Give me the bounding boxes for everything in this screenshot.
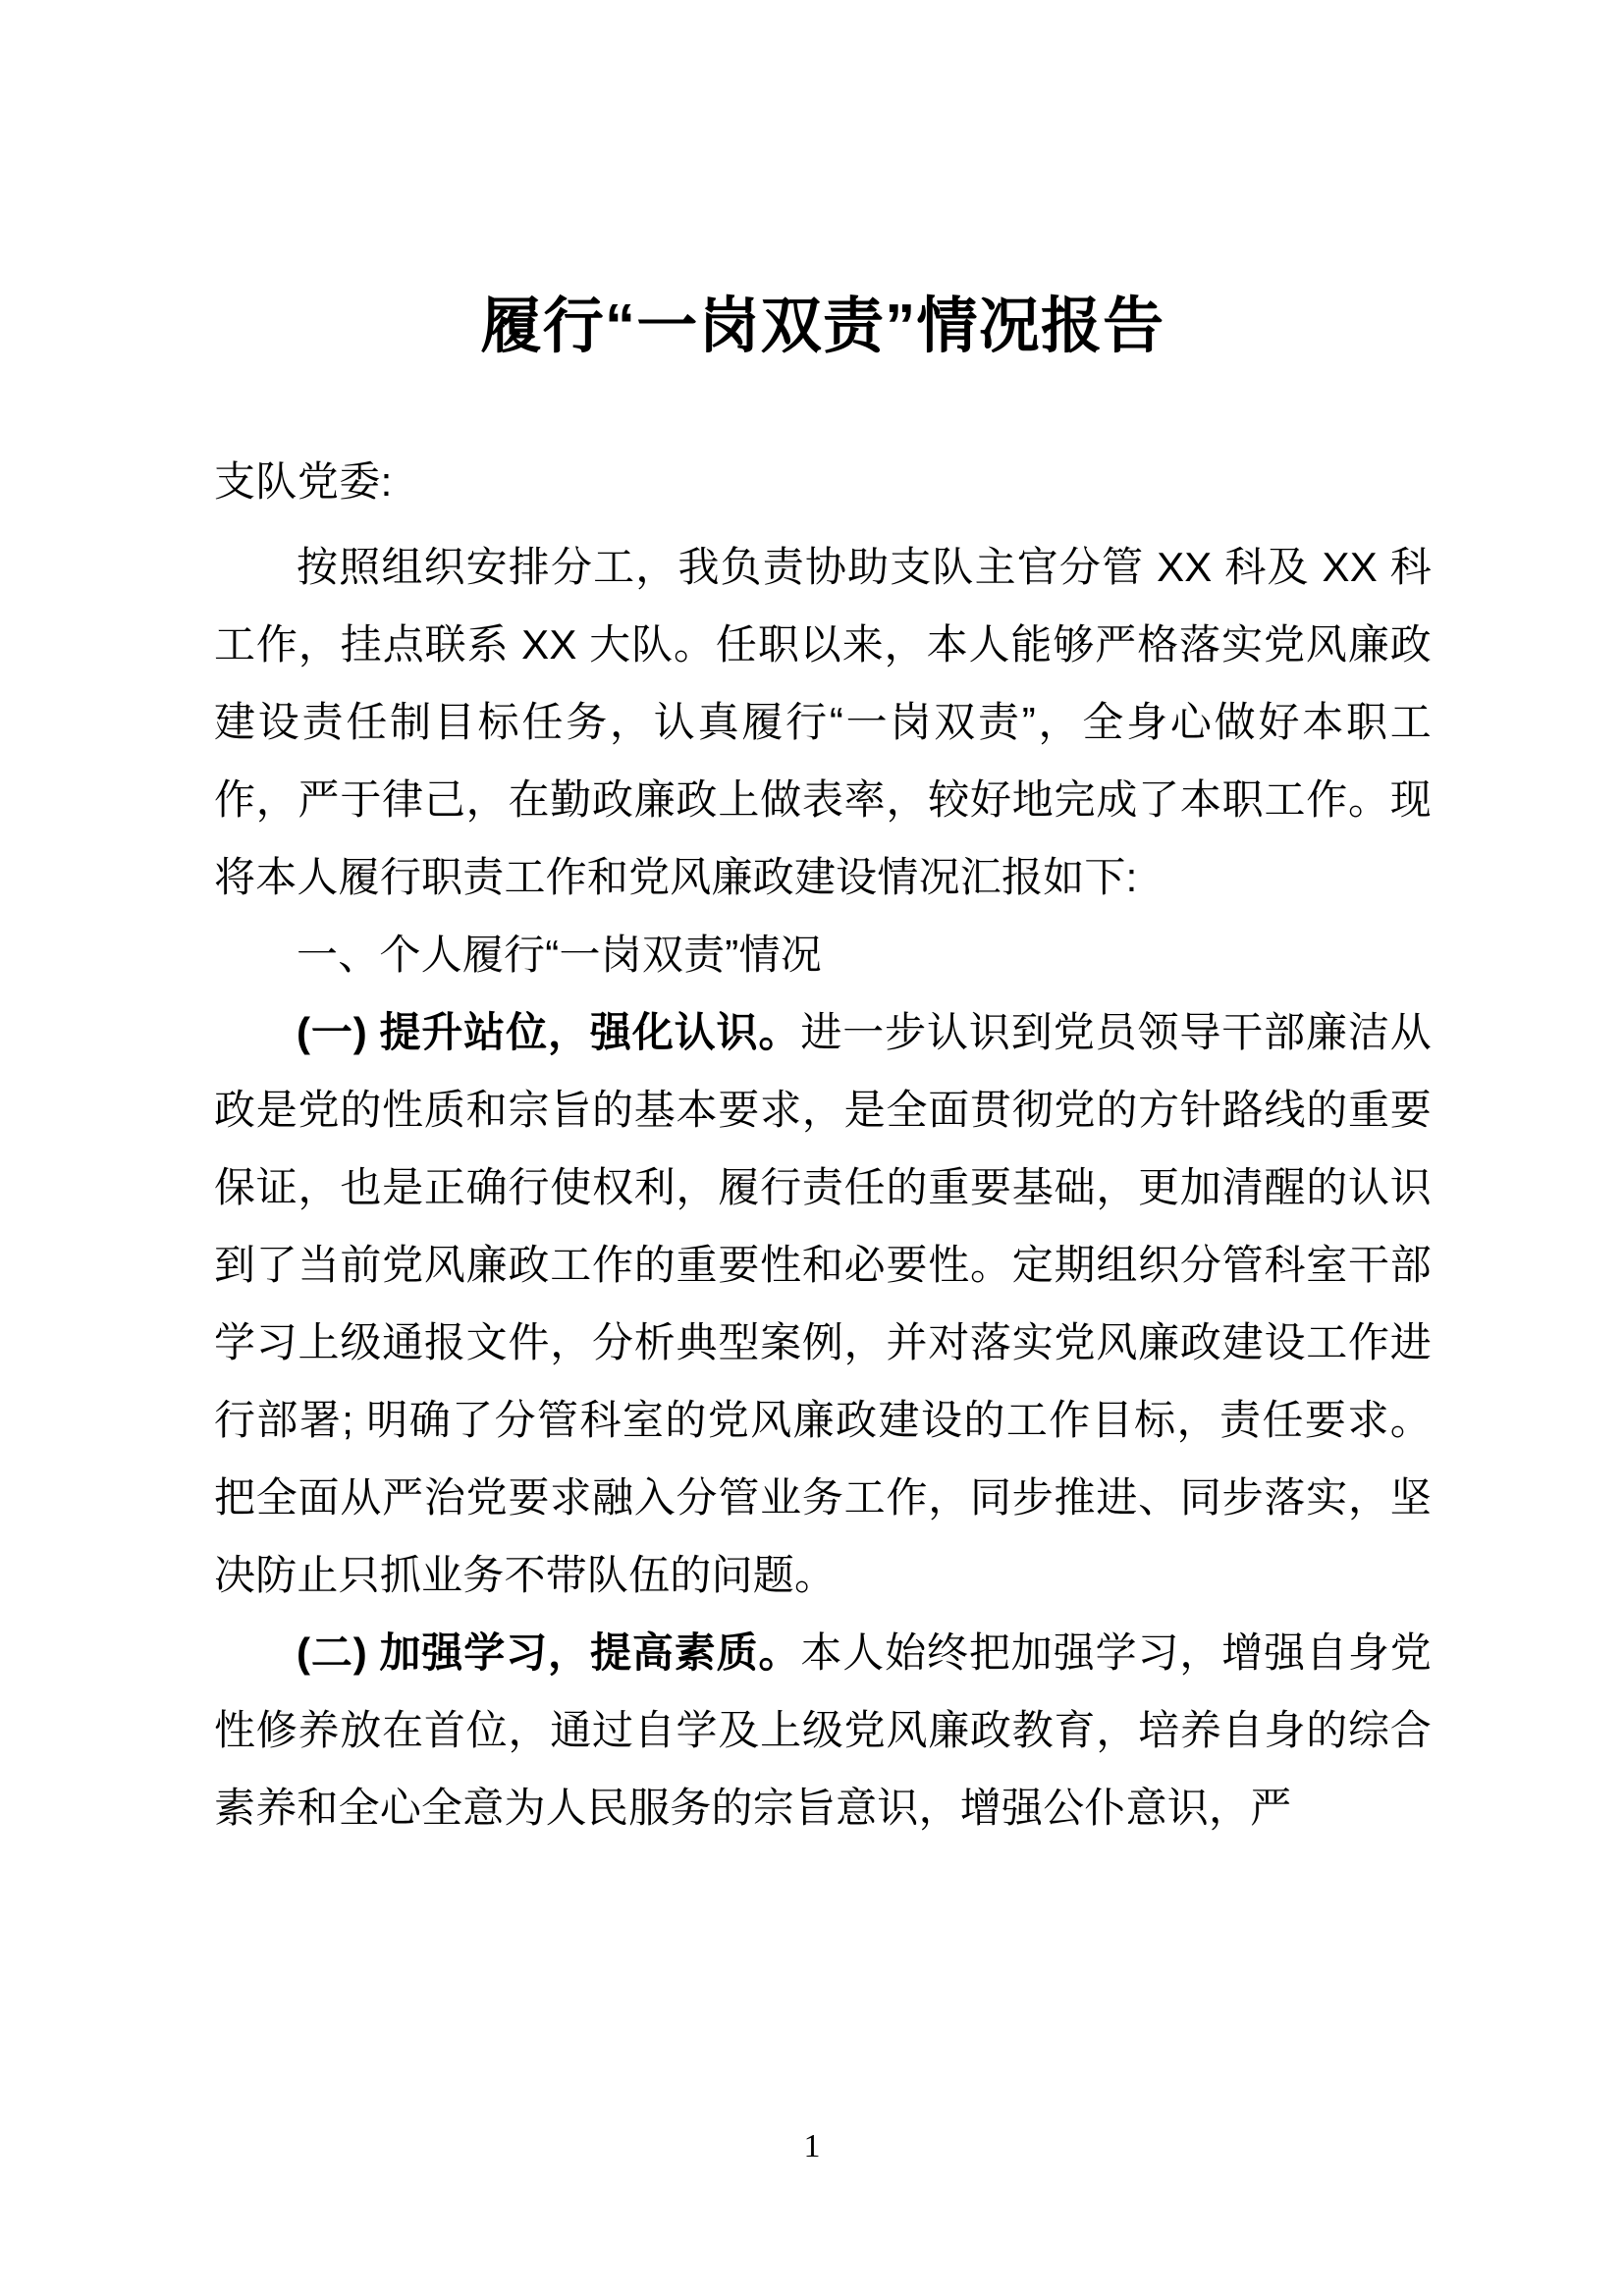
- paragraph-item-2-body: 本人始终把加强学习，增强自身党性修养放在首位，通过自学及上级党风廉政教育，培养自身的综合素养和全心全意为人民服务的宗旨意识，增强公仆意识，严: [214, 1629, 1432, 1831]
- paragraph-intro: 按照组织安排分工，我负责协助支队主官分管 XX 科及 XX 科工作，挂点联系 XX 大队。任职以来，本人能够严格落实党风廉政建设责任制目标任务，认真履行“一岗双责”，全身心做好本职工作，严于律己，在勤政廉政上做表率，较好地完成了本职工作。现将本人履行职责工作和党风廉政建设情况汇报如下:: [214, 544, 1432, 901]
- section-heading-one: 一、个人履行“一岗双责”情况: [297, 932, 822, 979]
- salutation: 支队党委:: [214, 458, 393, 506]
- paragraph-item-2-lead: (二) 加强学习，提高素质。: [297, 1629, 801, 1676]
- page-number: 1: [803, 2128, 821, 2164]
- document-content: [214, 0, 1432, 1847]
- paragraph-item-1: [214, 994, 1432, 1615]
- paragraph-item-1-lead: (一) 提升站位，强化认识。: [297, 1009, 801, 1056]
- paragraph-item-1-body: 进一步认识到党员领导干部廉洁从政是党的性质和宗旨的基本要求，是全面贯彻党的方针路线的重要保证，也是正确行使权利，履行责任的重要基础，更加清醒的认识到了当前党风廉政工作的重要性和必要性。定期组织分管科室干部学习上级通报文件，分析典型案例，并对落实党风廉政建设工作进行部署; 明确了分管科室的党风廉政建设的工作目标，责任要求。把全面从严治党要求融入分管业务工作，同步推进、同步落实，坚决防止只抓业务不带队伍的问题。: [214, 1009, 1432, 1598]
- page-title: 履行“一岗双责”情况报告: [480, 293, 1165, 360]
- paragraph-item-2: [214, 1615, 1432, 1847]
